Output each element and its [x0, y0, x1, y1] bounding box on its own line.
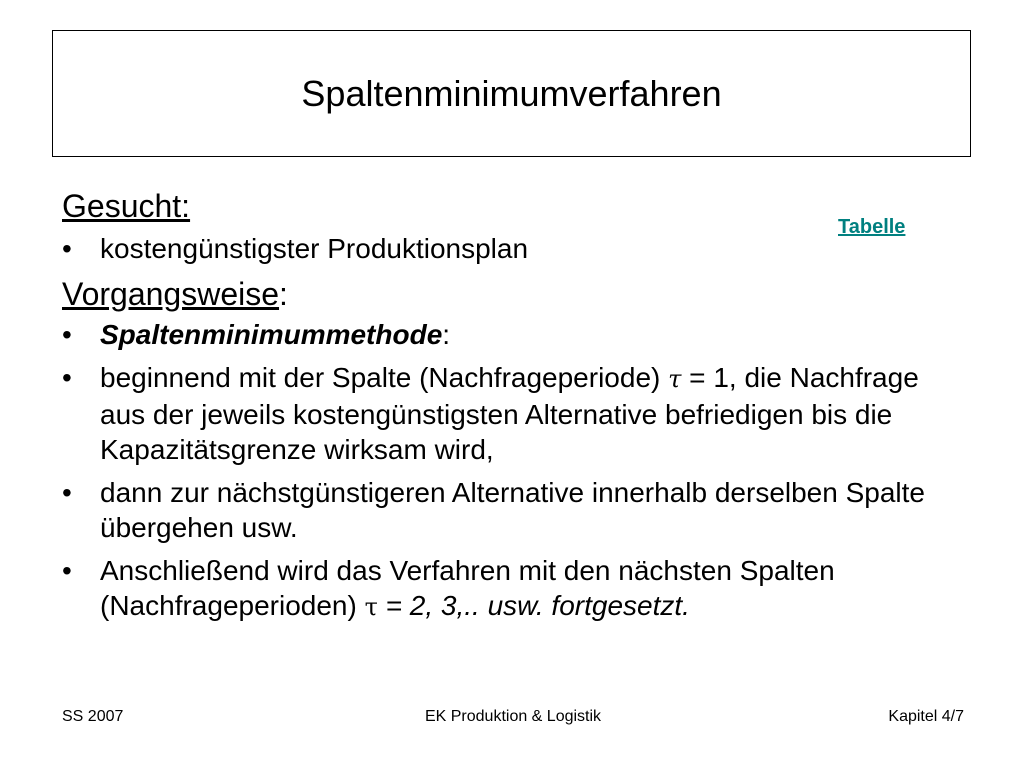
footer-course: EK Produktion & Logistik [424, 708, 602, 725]
heading-vorgangsweise [62, 274, 962, 314]
heading-vorgangsweise-colon: : [279, 276, 288, 312]
bullet-dot: • [62, 555, 72, 586]
bullet-beginnend [62, 360, 962, 467]
bullet-beginnend-text-1: beginnend mit der Spalte (Nachfrageperiode) [100, 362, 669, 393]
bullet-anschliessend-text-2: = 2, 3,.. usw. fortgesetzt. [377, 590, 690, 621]
footer-chapter: Kapitel 4/7 [888, 708, 964, 725]
heading-gesucht [62, 186, 962, 226]
bullet-produktionsplan-text: kostengünstigster Produktionsplan [100, 233, 529, 264]
heading-vorgangsweise-text: Vorgangsweise [62, 276, 280, 312]
bullet-naechstguenstig [62, 475, 962, 545]
heading-gesucht-text: Gesucht: [62, 188, 191, 224]
bullet-methode-colon: : [442, 319, 451, 350]
bullet-produktionsplan [62, 231, 962, 266]
bullet-dot: • [62, 319, 72, 350]
bullet-naechstguenstig-text: dann zur nächstgünstigeren Alternative innerhalb derselben Spalte übergehen usw. [100, 477, 926, 543]
footer-semester: SS 2007 [62, 708, 124, 725]
title-box [52, 30, 971, 157]
bullet-dot: • [62, 362, 72, 393]
bullet-anschliessend-text-1: Anschließend wird das Verfahren mit den nächsten Spalten (Nachfrageperioden) [100, 555, 835, 621]
bullet-dot: • [62, 233, 72, 264]
bullet-beginnend-text-2: = 1, die Nachfrage aus der jeweils kostengünstigsten Alternative befriedigen bis die Kapazitätsgrenze wirksam wird, [100, 362, 919, 465]
bullet-methode-text: Spaltenminimummethode [100, 319, 443, 350]
slide-content [62, 186, 962, 633]
tau-symbol: τ [668, 365, 682, 393]
slide-title: Spaltenminimumverfahren [301, 72, 722, 114]
tau-symbol: τ [364, 593, 378, 621]
bullet-dot: • [62, 477, 72, 508]
tabelle-link[interactable]: Tabelle [838, 216, 906, 238]
bullet-methode [62, 317, 962, 352]
bullet-anschliessend [62, 553, 962, 625]
